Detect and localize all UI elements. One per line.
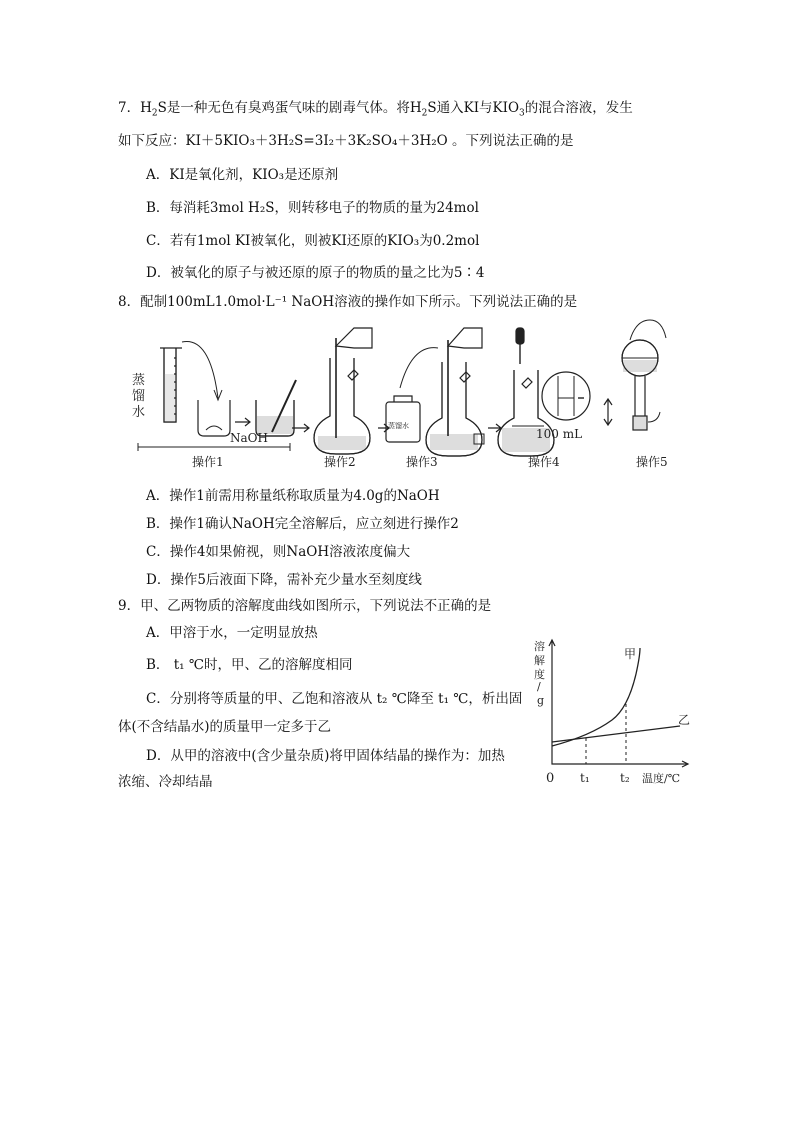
q8-procedure-figure	[130, 318, 690, 476]
q9-option-c-cont: 体(不含结晶水)的质量甲一定多于乙	[118, 719, 332, 735]
dropper-icon	[516, 328, 524, 364]
q9-option-a: A．甲溶于水，一定明显放热	[146, 625, 318, 641]
inverted-flask-icon	[622, 320, 666, 430]
q8-option-d: D．操作5后液面下降，需补充少量水至刻度线	[146, 572, 422, 588]
q7-stem-line2: 如下反应：KI＋5KIO₃＋3H₂S=3I₂＋3K₂SO₄＋3H₂O 。下列说法正确的是	[118, 133, 574, 149]
q8-option-a: A．操作1前需用称量纸称取质量为4.0g的NaOH	[146, 488, 440, 504]
label-water-1: 蒸	[132, 373, 146, 388]
q9-stem: 9．甲、乙两物质的溶解度曲线如图所示，下列说法不正确的是	[118, 598, 492, 614]
label-step-5: 操作5	[636, 455, 668, 469]
beaker-with-rod-icon	[256, 380, 296, 436]
y-label-1: 溶	[534, 640, 545, 653]
curve-yi	[552, 726, 680, 742]
origin-label: 0	[546, 771, 555, 786]
q8-option-c: C．操作4如果俯视，则NaOH溶液浓度偏大	[146, 544, 411, 560]
axes	[552, 640, 691, 764]
label-volume: 100 mL	[536, 427, 583, 441]
q9-option-c: C．分别将等质量的甲、乙饱和溶液从 t₂ ℃降至 t₁ ℃，析出固	[146, 691, 523, 707]
magnifier-icon	[542, 372, 590, 420]
q9-option-d-cont: 浓缩、冷却结晶	[118, 774, 213, 790]
label-water-2: 馏	[132, 389, 146, 404]
label-water-3: 水	[132, 405, 146, 420]
tick-t2: t₂	[620, 771, 630, 785]
label-step-2: 操作2	[324, 455, 356, 469]
q7-option-b: B．每消耗3mol H₂S，则转移电子的物质的量为24mol	[146, 200, 479, 216]
q8-option-b: B．操作1确认NaOH完全溶解后，应立刻进行操作2	[146, 516, 459, 532]
q9-option-b: B． t₁ ℃时，甲、乙的溶解度相同	[146, 657, 353, 673]
beaker-icon	[198, 400, 230, 436]
q7-stem-line1: 7．$H_2S$是一种无色有臭鸡蛋气味的剧毒气体。将$H_2S$通入KI与$KIO_3$的混合溶液，发生	[118, 100, 633, 119]
x-axis-label: 温度/℃	[642, 772, 681, 785]
q7-option-d: D．被氧化的原子与被还原的原子的物质的量之比为5∶4	[146, 265, 485, 281]
y-label-3: 度	[534, 668, 545, 681]
graduated-cylinder-icon	[160, 348, 182, 422]
label-step-1: 操作1	[192, 455, 224, 469]
label-naoh: NaOH	[230, 431, 268, 445]
y-label-4: /	[537, 680, 541, 693]
q8-stem: 8．配制100mL1.0mol·L⁻¹ NaOH溶液的操作如下所示。下列说法正确的是	[118, 294, 578, 310]
q7-option-c: C．若有1mol KI被氧化，则被KI还原的KIO₃为0.2mol	[146, 233, 480, 249]
series-jia-label: 甲	[624, 647, 637, 661]
y-label-5: g	[537, 694, 545, 707]
q7-option-a: A．KI是氧化剂，KIO₃是还原剂	[146, 167, 339, 183]
volumetric-flask-icon	[314, 328, 372, 454]
y-label-2: 解	[534, 654, 545, 667]
label-step-4: 操作4	[528, 455, 560, 469]
q9-option-d: D．从甲的溶液中(含少量杂质)将甲固体结晶的操作为：加热	[146, 748, 505, 764]
tick-t1: t₁	[580, 771, 590, 785]
solubility-chart	[528, 634, 698, 788]
curve-jia	[552, 648, 640, 746]
label-step-3: 操作3	[406, 455, 438, 469]
label-bottle: 蒸馏水	[388, 422, 409, 430]
wash-bottle-icon	[386, 396, 420, 442]
series-yi-label: 乙	[678, 713, 691, 727]
